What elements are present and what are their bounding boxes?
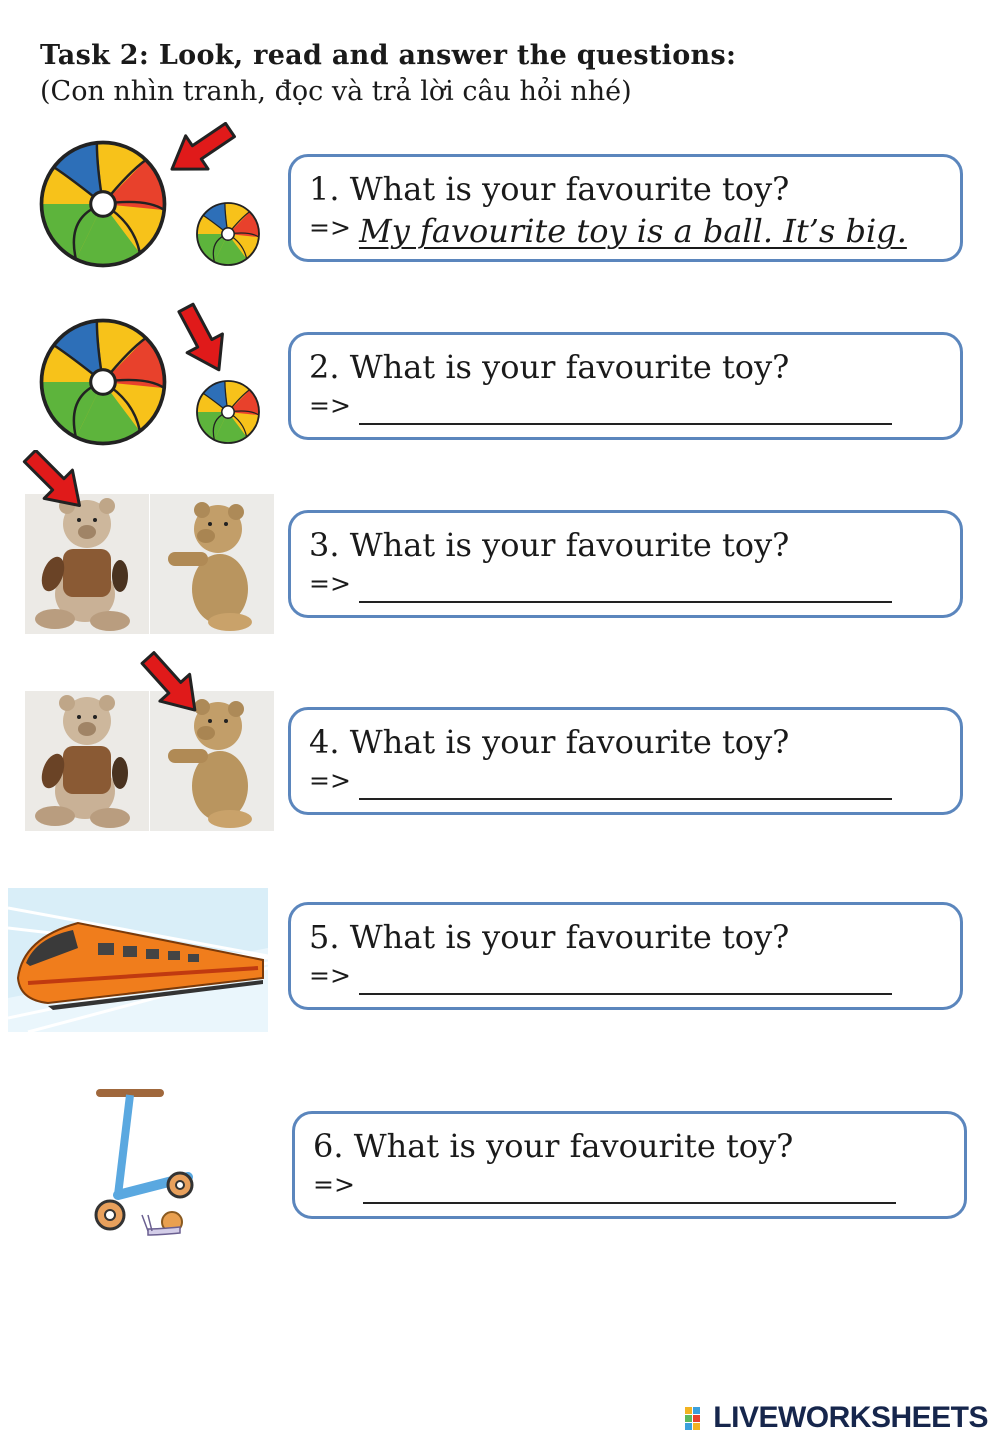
- question-text: What is your favourite toy?: [349, 348, 790, 386]
- liveworksheets-logo[interactable]: [713, 1401, 988, 1435]
- question-text: What is your favourite toy?: [349, 526, 790, 564]
- answer-field[interactable]: [363, 1162, 896, 1204]
- red-arrow-icon: [161, 122, 241, 186]
- answer-prefix: =>: [309, 391, 351, 420]
- answer-field[interactable]: [359, 758, 892, 800]
- question-number: 6.: [313, 1127, 344, 1165]
- answer-field[interactable]: [359, 953, 892, 995]
- answer-field[interactable]: [359, 383, 892, 425]
- beach-ball-icon: [38, 122, 278, 272]
- answer-prefix: =>: [309, 766, 351, 795]
- answer-prefix: =>: [313, 1170, 355, 1199]
- question-number: 5.: [309, 918, 340, 956]
- question-box-4: [288, 707, 963, 815]
- beach-ball-icon: [38, 300, 278, 450]
- question-number: 1.: [309, 170, 340, 208]
- question-box-2: [288, 332, 963, 440]
- page-subtitle: (Con nhìn tranh, đọc và trả lời câu hỏi nhé): [40, 76, 632, 107]
- question-text: What is your favourite toy?: [349, 918, 790, 956]
- answer-field[interactable]: [359, 209, 907, 250]
- question-number: 2.: [309, 348, 340, 386]
- train-icon: [8, 888, 268, 1032]
- question-text: What is your favourite toy?: [349, 170, 790, 208]
- teddy-bear-icon: [20, 650, 280, 834]
- question-number: 4.: [309, 723, 340, 761]
- answer-prefix: =>: [309, 213, 351, 242]
- question-box-5: [288, 902, 963, 1010]
- answer-text: My favourite toy is a ball. It’s big.: [359, 212, 907, 250]
- question-number: 3.: [309, 526, 340, 564]
- page-title: Task 2: Look, read and answer the questions:: [40, 40, 737, 71]
- question-text: What is your favourite toy?: [349, 723, 790, 761]
- answer-prefix: =>: [309, 569, 351, 598]
- question-box-1: [288, 154, 963, 262]
- brand-name: LIVEWORKSHEETS: [713, 1401, 988, 1434]
- question-box-6: [292, 1111, 967, 1219]
- answer-field[interactable]: [359, 561, 892, 603]
- question-text: What is your favourite toy?: [353, 1127, 794, 1165]
- teddy-bear-icon: [20, 450, 280, 636]
- logo-mark-icon: [685, 1407, 709, 1431]
- answer-prefix: =>: [309, 961, 351, 990]
- question-box-3: [288, 510, 963, 618]
- scooter-icon: [88, 1085, 218, 1250]
